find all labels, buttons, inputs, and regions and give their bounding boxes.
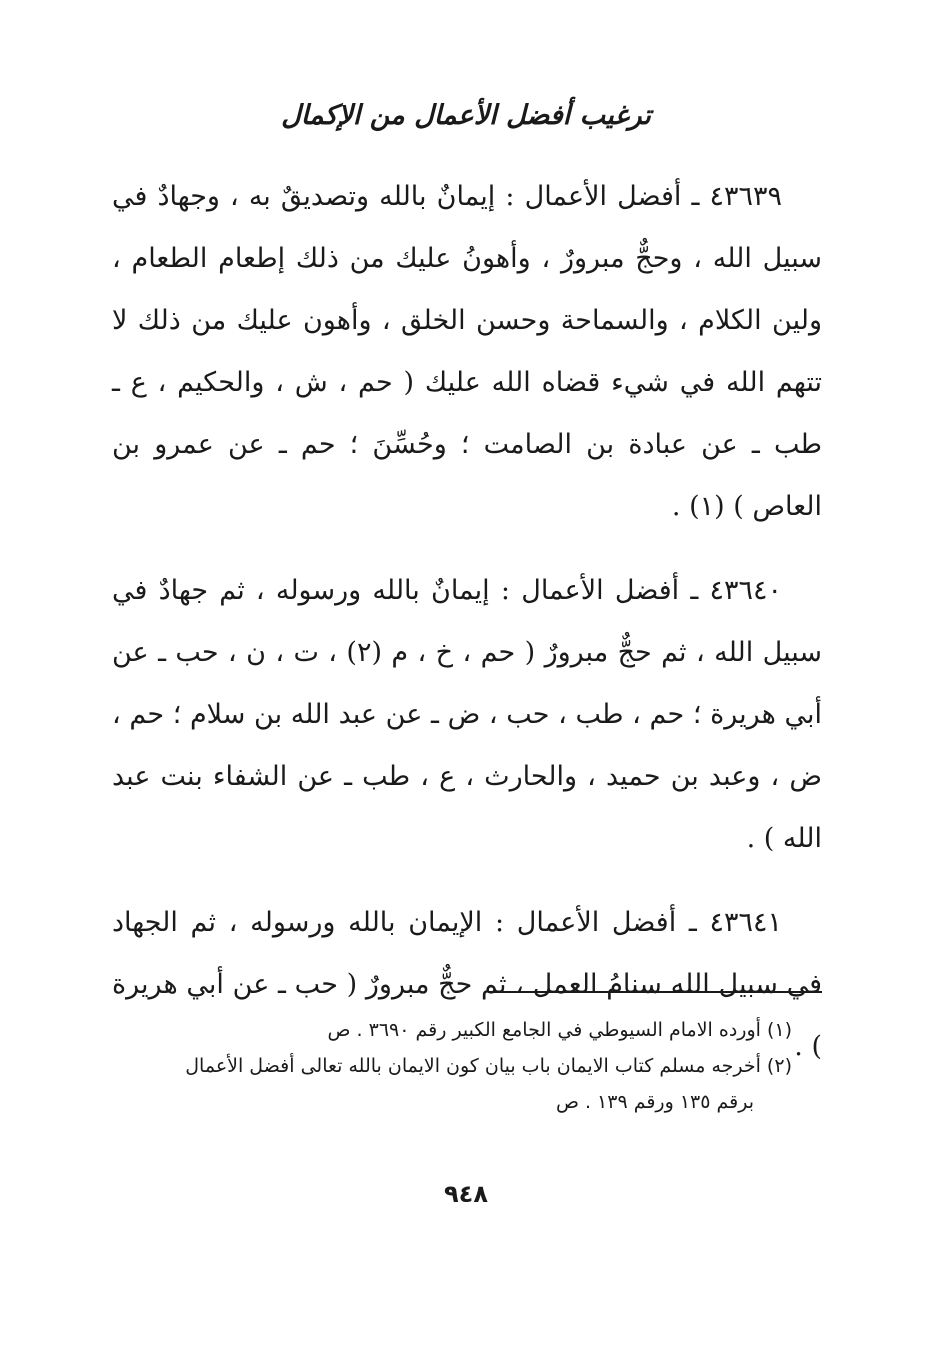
hadith-43641: ٤٣٦٤١ ـ أفضل الأعمال : الإيمان بالله ورسوله ، ثم الجهاد في سبيل الله سنامُ العمل ، ثم حجٌّ مبرورٌ ( حب ـ عن أبي هريرة ) . (112, 907, 822, 1062)
footnote-divider (488, 991, 822, 993)
page-header: ترغيب أفضل الأعمال من الإكمال (281, 100, 651, 131)
hadith-43640: ٤٣٦٤٠ ـ أفضل الأعمال : إيمانٌ بالله ورسوله ، ثم جهادٌ في سبيل الله ، ثم حجٌّ مبرورٌ ( حم ، خ ، م (٢) ، ت ، ن ، حب ـ عن أبي هريرة ؛ حم ، طب ، حب ، ض ـ عن عبد الله بن سلام ؛ حم ، ض ، وعبد بن حميد ، والحارث ، ع ، طب ـ عن الشفاء بنت عبد الله ) . (112, 575, 823, 854)
footnote-2-continuation: برقم ١٣٥ ورقم ١٣٩ . ص (555, 1091, 754, 1113)
footnote-1: (١) أورده الامام السيوطي في الجامع الكبير رقم ٣٦٩٠ . ص (327, 1019, 792, 1041)
hadith-list (112, 166, 822, 1100)
page-number: ٩٤٨ (444, 1180, 488, 1208)
footnotes (112, 1012, 792, 1120)
hadith-43639: ٤٣٦٣٩ ـ أفضل الأعمال : إيمانٌ بالله وتصديقٌ به ، وجهادٌ في سبيل الله ، وحجٌّ مبرورٌ ، وأهونُ عليك من ذلك إطعام الطعام ، ولين الكلام ، والسماحة وحسن الخلق ، وأهون عليك من ذلك لا تتهم الله في شيء قضاه الله عليك ( حم ، ش ، والحكيم ، ع ـ طب ـ عن عبادة بن الصامت ؛ وحُسِّنَ ؛ حم ـ عن عمرو بن العاص ) (١) . (112, 181, 822, 522)
footnote-2: (٢) أخرجه مسلم كتاب الايمان باب بيان كون الايمان بالله تعالى أفضل الأعمال (185, 1055, 792, 1077)
